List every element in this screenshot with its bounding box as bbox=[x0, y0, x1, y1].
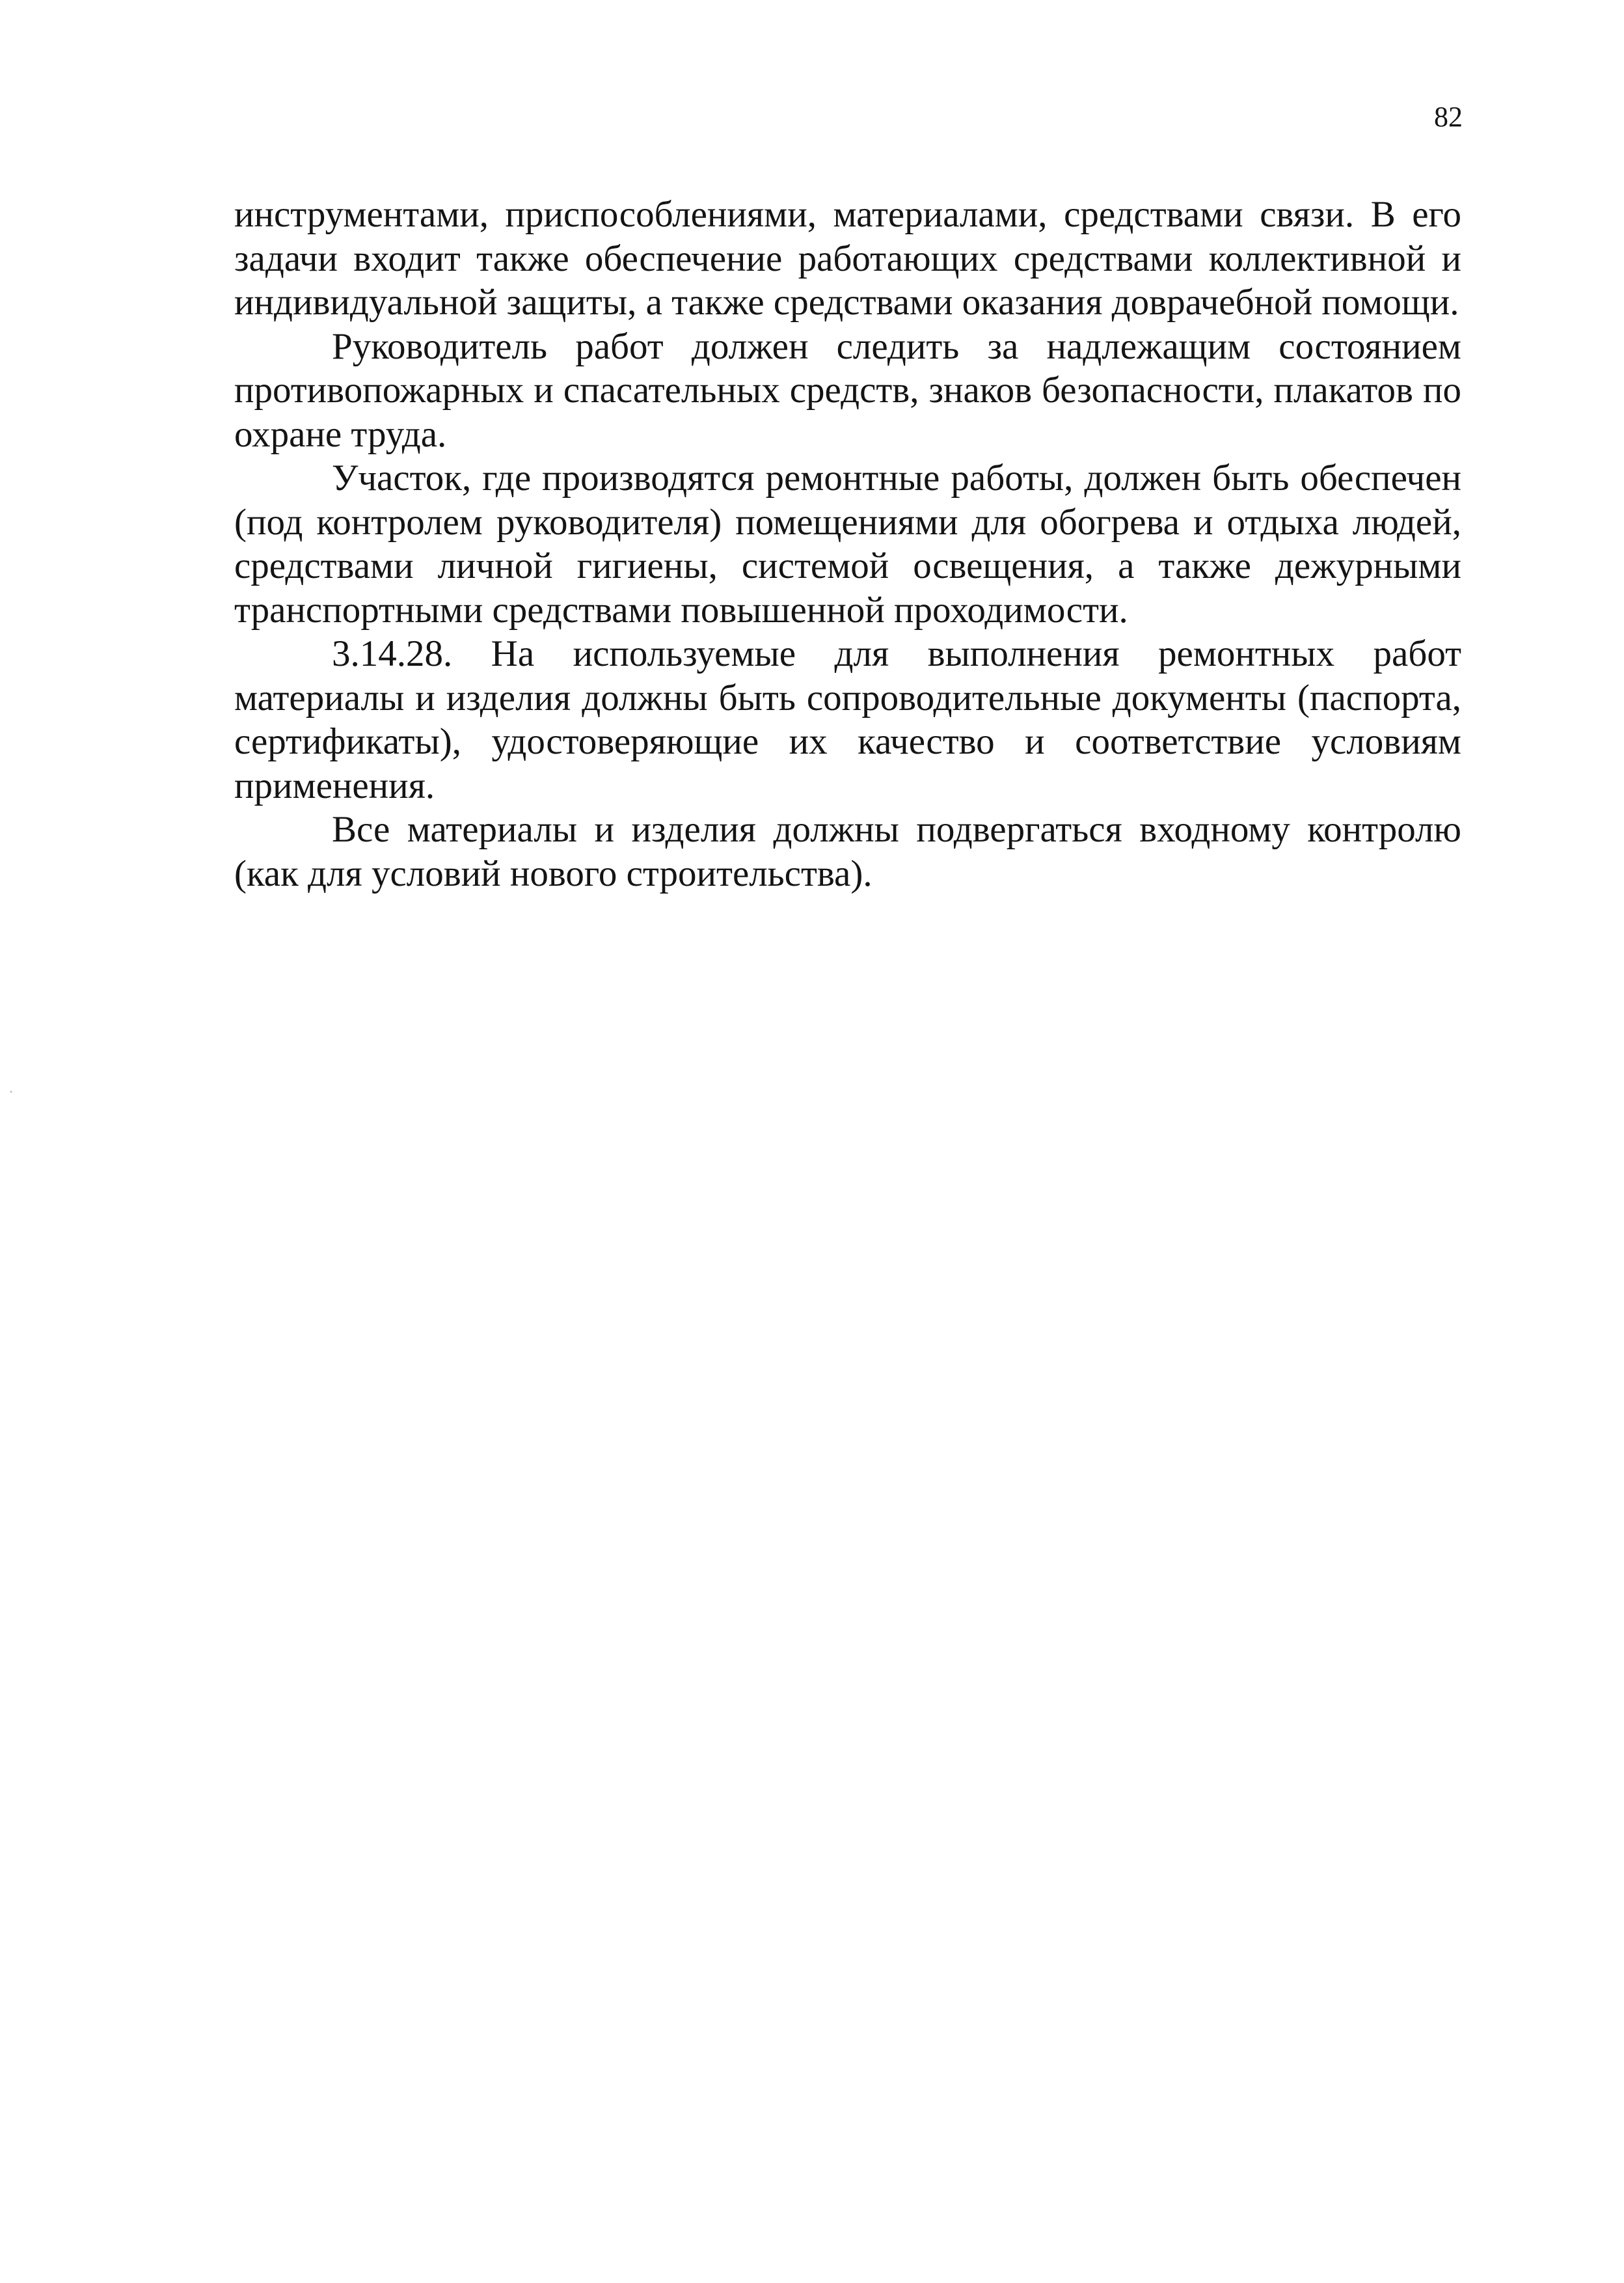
document-body bbox=[234, 193, 1461, 895]
paragraph-input-control: Все материалы и изделия должны подвергаться входному контролю (как для условий нового строительства). bbox=[234, 809, 1461, 894]
page-number: 82 bbox=[1434, 101, 1463, 133]
paragraph-section-3-14-28: 3.14.28. На используемые для выполнения ремонтных работ материалы и изделия должны быть сопроводительные документы (паспорта, сертификаты), удостоверяющие их качество и соответствие условиям применения. bbox=[234, 633, 1461, 806]
scan-artifact bbox=[10, 1091, 12, 1093]
paragraph-continuation: инструментами, приспособлениями, материалами, средствами связи. В его задачи входит также обеспечение работающих средствами коллективной и индивидуальной защиты, а также средствами оказания доврачебной помощи. bbox=[234, 194, 1461, 323]
paragraph-site-provisions: Участок, где производятся ремонтные работы, должен быть обеспечен (под контролем руководителя) помещениями для обогрева и отдыха людей, средствами личной гигиены, системой освещения, а также дежурными транспортными средствами повышенной проходимости. bbox=[234, 458, 1461, 631]
paragraph-supervisor-duties: Руководитель работ должен следить за надлежащим состоянием противопожарных и спасательных средств, знаков безопасности, плакатов по охране труда. bbox=[234, 325, 1461, 455]
